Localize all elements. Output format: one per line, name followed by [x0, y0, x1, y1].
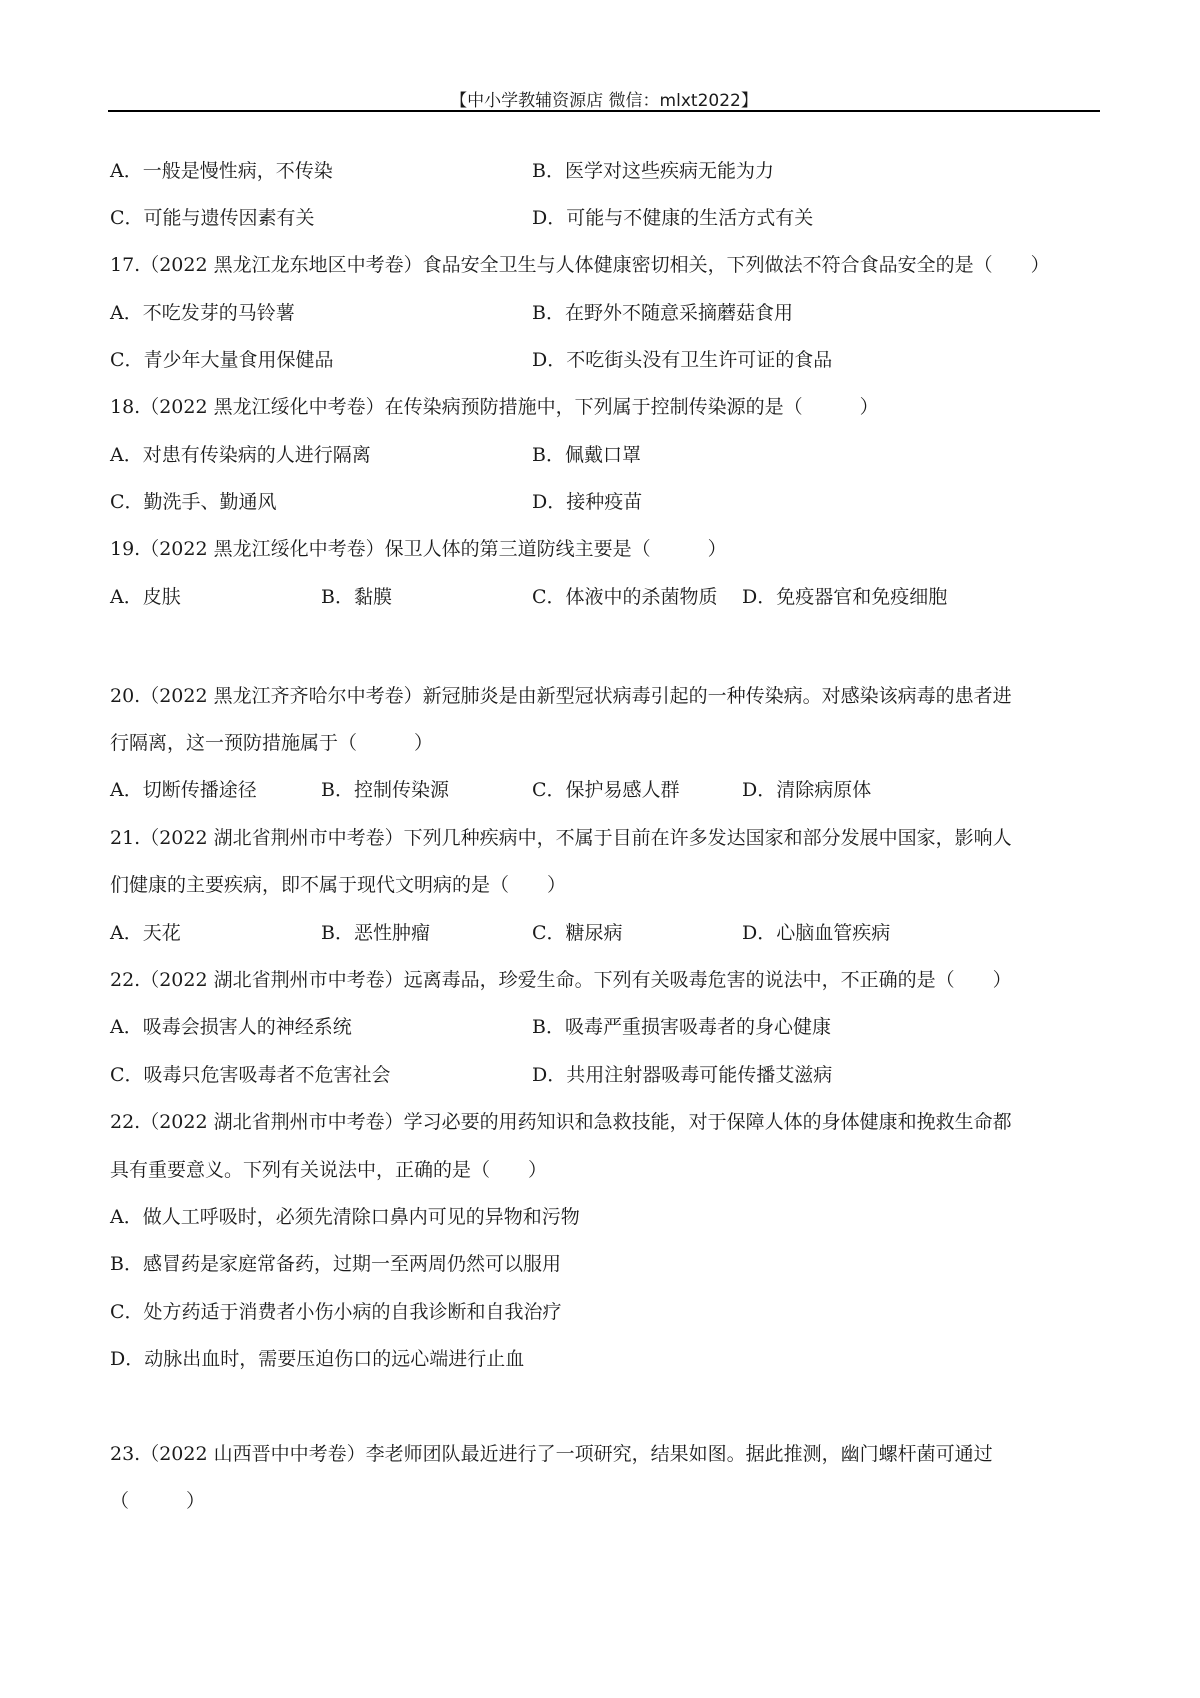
q23-stem-line2: （ ） [110, 1490, 206, 1512]
q21-stem-line1: 21.（2022 湖北省荆州市中考卷）下列几种疾病中，不属于目前在许多发达国家和部分发展中国家，影响人 [110, 827, 1012, 849]
q16-option-d: D．可能与不健康的生活方式有关 [532, 207, 814, 229]
q17-stem: 17.（2022 黑龙江龙东地区中考卷）食品安全卫生与人体健康密切相关，下列做法不符合食品安全的是（ ） [110, 254, 1050, 276]
q18-stem: 18.（2022 黑龙江绥化中考卷）在传染病预防措施中，下列属于控制传染源的是（ ） [110, 396, 879, 418]
q20-option-d: D．清除病原体 [742, 779, 872, 801]
q22a-option-b: B．吸毒严重损害吸毒者的身心健康 [532, 1016, 831, 1038]
q18-option-c: C．勤洗手、勤通风 [110, 491, 277, 513]
q20-option-a: A．切断传播途径 [110, 779, 257, 801]
q21-option-b: B．恶性肿瘤 [321, 922, 430, 944]
q16-option-c: C．可能与遗传因素有关 [110, 207, 315, 229]
q22b-option-a: A．做人工呼吸时，必须先清除口鼻内可见的异物和污物 [110, 1206, 580, 1228]
q17-option-a: A．不吃发芽的马铃薯 [110, 302, 295, 324]
q19-option-a: A．皮肤 [110, 586, 181, 608]
q22b-option-c: C．处方药适于消费者小伤小病的自我诊断和自我治疗 [110, 1301, 562, 1323]
q18-option-d: D．接种疫苗 [532, 491, 643, 513]
q20-option-c: C．保护易感人群 [532, 779, 680, 801]
q17-option-c: C．青少年大量食用保健品 [110, 349, 334, 371]
q22a-option-a: A．吸毒会损害人的神经系统 [110, 1016, 352, 1038]
q18-option-a: A．对患有传染病的人进行隔离 [110, 444, 371, 466]
header-divider [108, 110, 1100, 112]
q20-stem-line1: 20.（2022 黑龙江齐齐哈尔中考卷）新冠肺炎是由新型冠状病毒引起的一种传染病。对感染该病毒的患者进 [110, 685, 1012, 707]
q17-option-d: D．不吃街头没有卫生许可证的食品 [532, 349, 833, 371]
q23-stem-line1: 23.（2022 山西晋中中考卷）李老师团队最近进行了一项研究，结果如图。据此推测，幽门螺杆菌可通过 [110, 1443, 993, 1465]
q22b-stem-line2: 具有重要意义。下列有关说法中，正确的是（ ） [110, 1159, 548, 1181]
page-header: 【中小学教辅资源店 微信：mlxt2022】 [450, 91, 758, 111]
q22a-stem: 22.（2022 湖北省荆州市中考卷）远离毒品，珍爱生命。下列有关吸毒危害的说法中，不正确的是（ ） [110, 969, 1012, 991]
q19-option-b: B．黏膜 [321, 586, 392, 608]
q16-option-a: A．一般是慢性病，不传染 [110, 160, 333, 182]
q17-option-b: B．在野外不随意采摘蘑菇食用 [532, 302, 793, 324]
q21-option-d: D．心脑血管疾病 [742, 922, 891, 944]
q20-option-b: B．控制传染源 [321, 779, 449, 801]
q19-stem: 19.（2022 黑龙江绥化中考卷）保卫人体的第三道防线主要是（ ） [110, 538, 727, 560]
q16-option-b: B．医学对这些疾病无能为力 [532, 160, 774, 182]
q22b-option-d: D．动脉出血时，需要压迫伤口的远心端进行止血 [110, 1348, 525, 1370]
q21-option-a: A．天花 [110, 922, 181, 944]
q21-stem-line2: 们健康的主要疾病，即不属于现代文明病的是（ ） [110, 874, 567, 896]
q22b-option-b: B．感冒药是家庭常备药，过期一至两周仍然可以服用 [110, 1253, 561, 1275]
q22b-stem-line1: 22.（2022 湖北省荆州市中考卷）学习必要的用药知识和急救技能，对于保障人体的身体健康和挽救生命都 [110, 1111, 1012, 1133]
q22a-option-c: C．吸毒只危害吸毒者不危害社会 [110, 1064, 391, 1086]
q19-option-d: D．免疫器官和免疫细胞 [742, 586, 948, 608]
q19-option-c: C．体液中的杀菌物质 [532, 586, 718, 608]
q21-option-c: C．糖尿病 [532, 922, 623, 944]
q20-stem-line2: 行隔离，这一预防措施属于（ ） [110, 732, 434, 754]
q22a-option-d: D．共用注射器吸毒可能传播艾滋病 [532, 1064, 833, 1086]
q18-option-b: B．佩戴口罩 [532, 444, 641, 466]
